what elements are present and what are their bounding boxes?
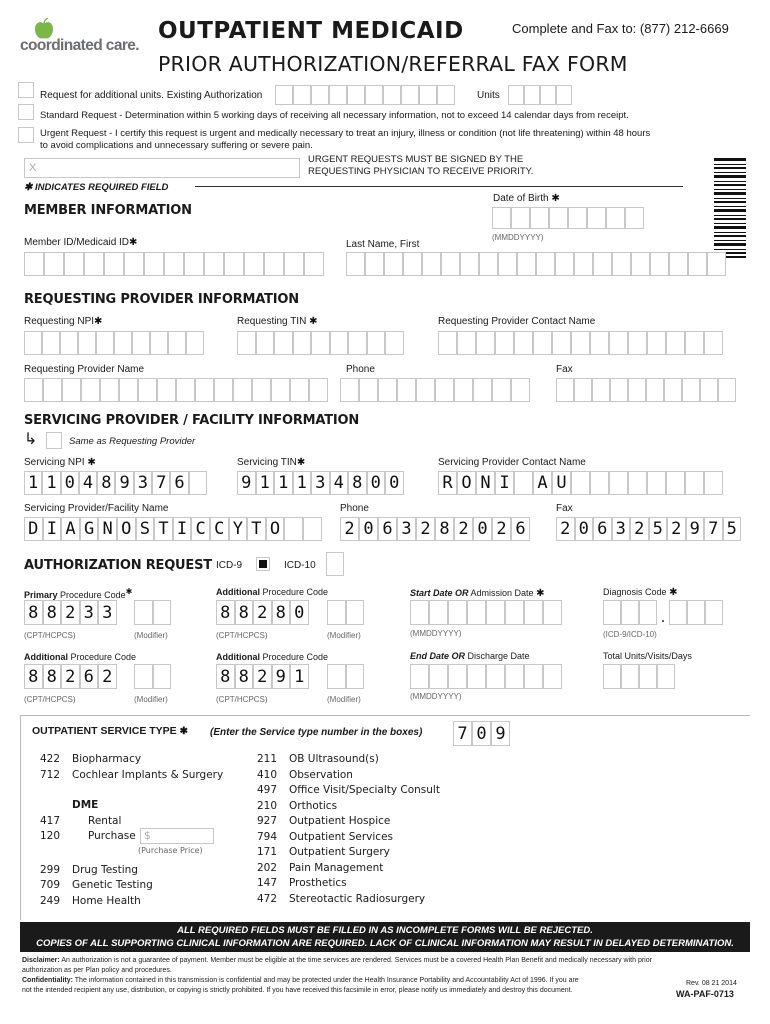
requesting-contact-label: Requesting Provider Contact Name [438,316,596,327]
revision-date: Rev. 08 21 2014 [686,980,737,987]
cpt-hint-1: (CPT/HCPCS) [24,631,76,640]
total-units-label: Total Units/Visits/Days [603,651,692,661]
form-subtitle: PRIOR AUTHORIZATION/REFERRAL FAX FORM [158,52,628,76]
list-item: 410 Observation [257,768,353,781]
member-section-title: MEMBER INFORMATION [24,203,192,218]
banner-line-1: ALL REQUIRED FIELDS MUST BE FILLED IN AS INCOMPLETE FORMS WILL BE REJECTED. [177,925,593,936]
physician-signature-field[interactable] [24,158,300,178]
units-input[interactable] [508,85,572,105]
fax-number: Complete and Fax to: (877) 212-6669 [512,21,729,36]
existing-authorization-input[interactable] [275,85,455,105]
requesting-npi-input[interactable] [24,331,204,355]
logo-text: coordinated care. [20,37,140,54]
list-item: 120 Purchase $ [40,829,223,845]
dob-format-hint: (MMDDYYYY) [492,233,544,242]
modifier-hint-3: (Modifier) [134,695,168,704]
requesting-tin-label: Requesting TIN ✱ [237,316,318,327]
barcode-icon [714,158,746,258]
member-name-input[interactable] [346,252,726,276]
list-item: 299 Drug Testing [40,863,138,876]
servicing-contact-input[interactable]: R O N I A U [438,471,723,495]
additional-procedure-label-3: Additional Procedure Code [216,652,329,662]
servicing-fax-label: Fax [556,503,573,514]
modifier-hint-4: (Modifier) [327,695,361,704]
servicing-phone-input[interactable]: 2 0 6 3 2 8 2 0 2 6 [340,517,530,541]
list-item: 249 Home Health [40,894,141,907]
required-star-icon: ✱ [296,457,306,468]
urgent-note-2: REQUESTING PHYSICIAN TO RECEIVE PRIORITY. [308,166,534,177]
additional-units-checkbox[interactable] [18,82,34,98]
service-type-input[interactable]: 7 0 9 [453,721,510,746]
required-star-icon: ✱ [309,316,318,327]
dollar-sign: $ [144,830,151,842]
arrow-return-icon: ↳ [24,431,38,448]
same-as-requesting-label: Same as Requesting Provider [69,436,196,447]
servicing-section-title: SERVICING PROVIDER / FACILITY INFORMATION [24,413,360,428]
member-id-input[interactable] [24,252,324,276]
icd10-checkbox[interactable] [326,552,344,576]
servicing-npi-input[interactable]: 1 1 0 4 8 9 3 7 6 [24,471,207,495]
servicing-contact-label: Servicing Provider Contact Name [438,457,586,468]
requesting-contact-input[interactable] [438,331,723,355]
additional-modifier-input-1[interactable] [327,600,364,625]
member-id-label: Member ID/Medicaid ID✱ [24,237,138,248]
service-list-right [257,752,440,907]
list-item: 712 Cochlear Implants & Surgery [40,768,224,781]
requesting-fax-input[interactable] [556,378,736,402]
purchase-price-input[interactable] [140,828,214,844]
list-item: 202 Pain Management [257,861,384,874]
list-item: 709 Genetic Testing [40,879,153,891]
signature-x-mark: X [29,162,37,174]
servicing-npi-label: Servicing NPI ✱ [24,457,96,468]
diagnosis-code-label: Diagnosis Code ✱ [603,587,678,598]
list-item: 147 Prosthetics [257,877,347,889]
requesting-phone-input[interactable] [340,378,530,402]
requesting-section-title: REQUESTING PROVIDER INFORMATION [24,292,299,307]
required-star-icon: ✱ [669,587,678,598]
list-item: 794 Outpatient Services [257,830,394,843]
required-star-icon: ✱ [536,588,545,599]
list-item: 422 Biopharmacy [40,753,142,765]
list-item: 497 Office Visit/Specialty Consult [257,784,440,796]
required-divider [195,186,683,187]
servicing-tin-input[interactable]: 9 1 1 1 3 4 8 0 0 [237,471,404,495]
list-item: 171 Outpatient Surgery [257,846,390,858]
start-date-input[interactable] [410,600,562,625]
requesting-npi-label: Requesting NPI✱ [24,316,103,327]
requesting-name-input[interactable] [24,378,328,402]
list-item: 472 Stereotactic Radiosurgery [257,892,426,905]
list-item: 927 Outpatient Hospice [257,815,391,827]
requesting-name-label: Requesting Provider Name [24,364,145,375]
cpt-hint-4: (CPT/HCPCS) [216,695,268,704]
end-date-format-hint: (MMDDYYYY) [410,692,462,701]
start-date-format-hint: (MMDDYYYY) [410,629,462,638]
servicing-name-label: Servicing Provider/Facility Name [24,503,169,514]
urgent-request-checkbox[interactable] [18,127,34,143]
service-type-title: OUTPATIENT SERVICE TYPE ✱ [32,725,189,737]
dob-input[interactable] [492,207,644,229]
additional-modifier-input-3[interactable] [327,664,364,689]
end-date-input[interactable] [410,664,562,689]
required-star-icon: ✱ [125,587,133,596]
list-item: 210 Orthotics [257,799,338,812]
start-date-label: Start Date OR Admission Date ✱ [410,588,545,599]
purchase-price-hint: (Purchase Price) [138,845,203,855]
servicing-fax-input[interactable]: 2 0 6 3 2 5 2 9 7 5 [556,517,741,541]
cpt-hint-2: (CPT/HCPCS) [216,631,268,640]
icd-hint: (ICD-9/ICD-10) [603,630,657,639]
additional-procedure-input-3[interactable]: 8 8 2 9 1 [216,664,309,689]
list-item: 211 OB Ultrasound(s) [257,753,379,765]
barcode [714,158,746,258]
total-units-input[interactable] [603,664,675,689]
primary-procedure-label: Primary Procedure Code✱ [24,587,133,600]
required-star-icon: ✱ [24,182,33,193]
icd9-label: ICD-9 [216,560,243,571]
service-type-instruction: (Enter the Service type number in the boxes) [210,727,423,738]
form-title: OUTPATIENT MEDICAID [158,18,464,44]
dme-title: DME [72,799,99,811]
member-name-label: Last Name, First [346,239,420,250]
primary-modifier-input[interactable] [134,600,171,625]
additional-procedure-label-1: Additional Procedure Code [216,587,329,597]
required-star-icon: ✱ [129,237,138,248]
urgent-note-1: URGENT REQUESTS MUST BE SIGNED BY THE [308,154,524,165]
required-banner [20,922,750,952]
icd9-checkbox[interactable] [256,557,270,571]
additional-procedure-input-2[interactable]: 8 8 2 6 2 [24,664,117,689]
logo [20,18,150,58]
requesting-fax-label: Fax [556,364,573,375]
standard-request-label: Standard Request - Determination within 5 working days of receiving all necessary information, not to exceed 14 calendar days from receipt. [40,110,629,121]
standard-request-checkbox[interactable] [18,104,34,120]
units-label: Units [477,90,500,101]
icd10-label: ICD-10 [284,560,316,571]
required-star-icon: ✱ [94,316,103,327]
additional-procedure-label-2: Additional Procedure Code [24,652,137,662]
requesting-tin-input[interactable] [237,331,404,355]
diagnosis-code-input[interactable]: . [603,600,723,625]
checked-mark-icon [259,560,267,568]
cpt-hint-3: (CPT/HCPCS) [24,695,76,704]
dob-label: Date of Birth ✱ [493,193,560,204]
primary-procedure-input[interactable]: 8 8 2 3 3 [24,600,117,625]
additional-procedure-input-1[interactable]: 8 8 2 8 0 [216,600,309,625]
end-date-label: End Date OR Discharge Date [410,651,530,661]
servicing-phone-label: Phone [340,503,369,514]
list-item: 417 Rental [40,814,122,827]
modifier-hint-2: (Modifier) [327,631,361,640]
authorization-section-title: AUTHORIZATION REQUEST [24,558,212,573]
modifier-hint-1: (Modifier) [134,631,168,640]
servicing-tin-label: Servicing TIN✱ [237,457,306,468]
required-note-text: INDICATES REQUIRED FIELD [35,182,169,193]
required-field-note [24,182,168,193]
urgent-request-label-2: to avoid complications and unnecessary suffering or severe pain. [40,140,313,151]
requesting-phone-label: Phone [346,364,375,375]
urgent-request-label: Urgent Request - I certify this request is urgent and medically necessary to treat an injury, illness or condition (not life threatening) within 48 hours [40,128,651,139]
banner-line-2: COPIES OF ALL SUPPORTING CLINICAL INFORMATION ARE REQUIRED. LACK OF CLINICAL INFORMATION MAY RESULT IN DELAYED DETERMINATION. [36,938,734,949]
required-star-icon: ✱ [179,726,189,737]
same-as-requesting-checkbox[interactable] [46,432,62,449]
required-star-icon: ✱ [87,457,96,468]
required-star-icon: ✱ [551,193,560,204]
service-list-left [40,752,223,909]
additional-modifier-input-2[interactable] [134,664,171,689]
servicing-name-input[interactable]: D I A G N O S T I C C Y T O [24,517,322,541]
additional-units-label: Request for additional units. Existing Authorization [40,90,263,101]
disclaimer: Disclaimer: An authorization is not a guarantee of payment. Member must be eligible at the time services are rendered. Services must be a covered Health Plan Benefit and medically necessary with prior authorization as per Plan policy and procedures. Confidentiality: The information contained in this transmission is confidential and may be protected under the Health Insurance Portability and Accountability Act of 1996. If you are not the intended recipient any use, distribution, or copying is strictly prohibited. If you have received this facsimile in error, please notify us immediately and destroy this document. [22,957,652,994]
form-id: WA-PAF-0713 [676,989,734,999]
